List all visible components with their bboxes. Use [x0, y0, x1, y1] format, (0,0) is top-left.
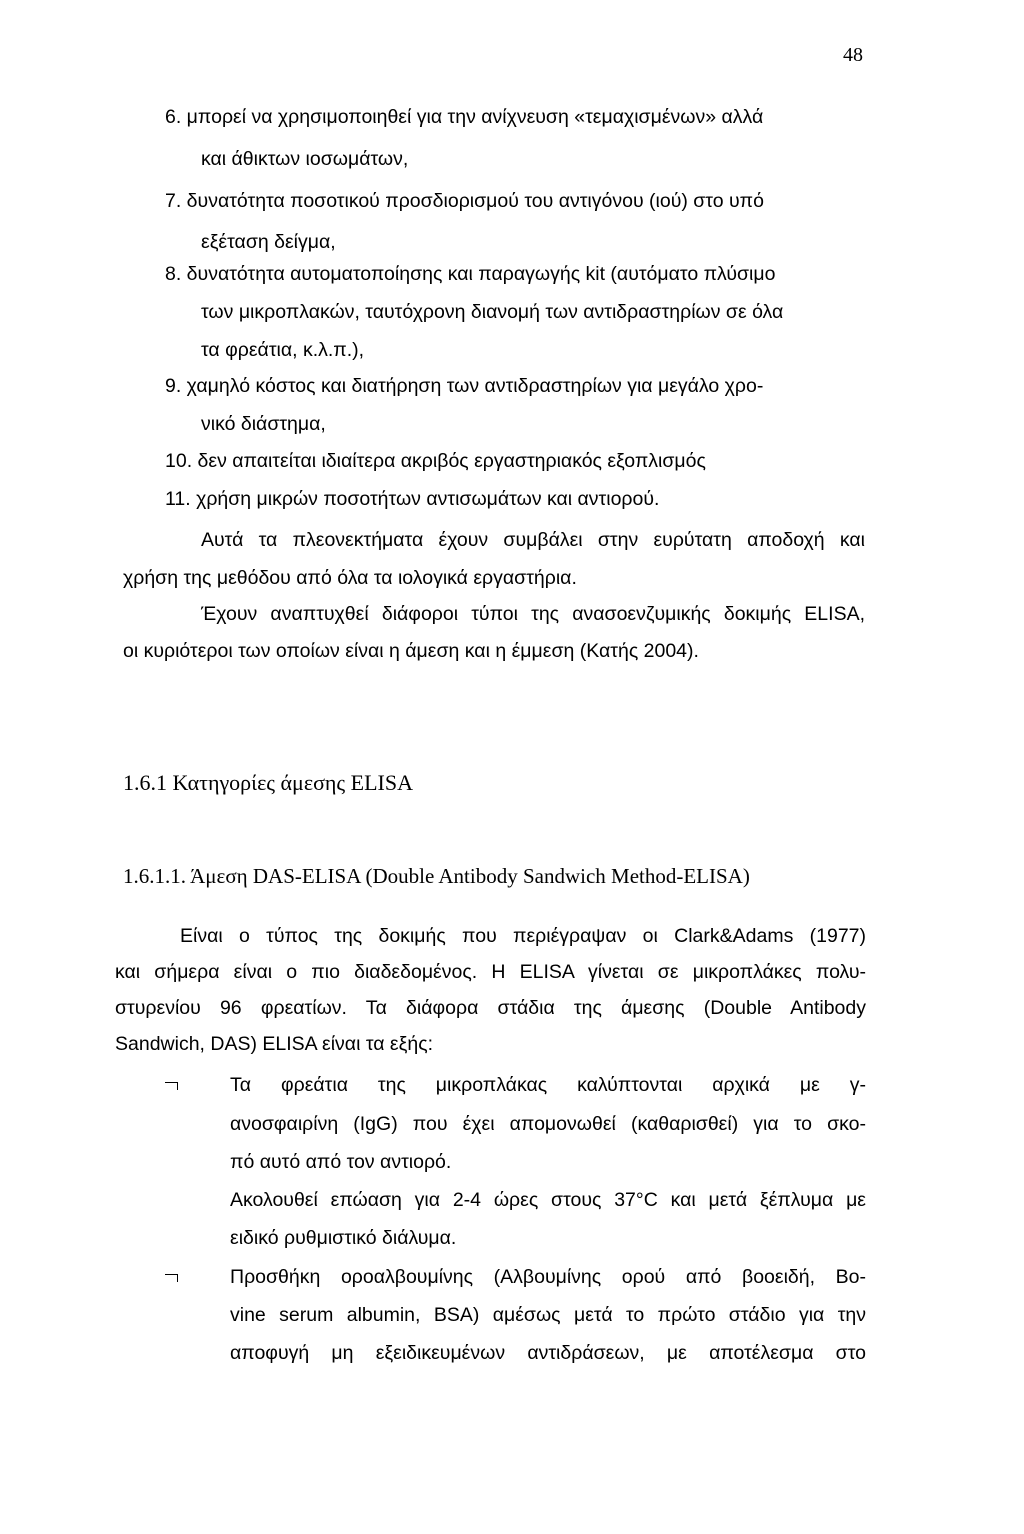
bullet2-line1: Προσθήκη οροαλβουμίνης (Αλβουμίνης ορού από βοοειδή, Bo- — [230, 1266, 866, 1288]
list-item-6-line2: και άθικτων ιοσωμάτων, — [201, 148, 409, 170]
paragraph3-line2: και σήμερα είναι ο πιο διαδεδομένος. Η ELISA γίνεται σε μικροπλάκες πολυ- — [115, 961, 866, 983]
paragraph3-line1: Είναι ο τύπος της δοκιμής που περιέγραψαν οι Clark&Adams (1977) — [180, 925, 866, 947]
list-item-8-line2: των μικροπλακών, ταυτόχρονη διανομή των αντιδραστηρίων σε όλα — [201, 301, 784, 323]
bullet1-line1: Τα φρεάτια της μικροπλάκας καλύπτονται αρχικά με γ- — [230, 1074, 866, 1096]
paragraph1-line1: Αυτά τα πλεονεκτήματα έχουν συμβάλει στην ευρύτατη αποδοχή και — [201, 529, 865, 551]
paragraph3-line3: στυρενίου 96 φρεατίων. Τα διάφορα στάδια της άμεσης (Double Antibody — [115, 997, 866, 1019]
paragraph3-line4: Sandwich, DAS) ELISA είναι τα εξής: — [115, 1033, 434, 1055]
bullet-mark-icon — [165, 1082, 178, 1090]
bullet2-line3: αποφυγή μη εξειδικευμένων αντιδράσεων, με αποτέλεσμα στο — [230, 1342, 866, 1364]
bullet1-line3: πό αυτό από τον αντιορό. — [230, 1151, 452, 1173]
list-item-6-line1: 6. μπορεί να χρησιμοποιηθεί για την ανίχνευση «τεμαχισμένων» αλλά — [165, 106, 764, 128]
list-item-7-line1: 7. δυνατότητα ποσοτικού προσδιορισμού του αντιγόνου (ιού) στο υπό — [165, 190, 764, 212]
bullet-mark-icon — [165, 1274, 178, 1282]
page-number: 48 — [843, 44, 863, 66]
bullet2-line2: vine serum albumin, BSA) αμέσως μετά το πρώτο στάδιο για την — [230, 1304, 866, 1326]
list-item-8-line3: τα φρεάτια, κ.λ.π.), — [201, 339, 365, 361]
list-item-10: 10. δεν απαιτείται ιδιαίτερα ακριβός εργαστηριακός εξοπλισμός — [165, 450, 706, 472]
paragraph2-line2: οι κυριότεροι των οποίων είναι η άμεση και η έμμεση (Κατής 2004). — [123, 640, 699, 662]
list-item-7-line2: εξέταση δείγμα, — [201, 231, 336, 253]
section-heading: 1.6.1 Κατηγορίες άμεσης ELISA — [123, 770, 413, 795]
bullet1-line2: ανοσφαιρίνη (IgG) που έχει απομονωθεί (καθαρισθεί) για το σκο- — [230, 1113, 866, 1135]
bullet1-line5: ειδικό ρυθμιστικό διάλυμα. — [230, 1227, 457, 1249]
paragraph1-line2: χρήση της μεθόδου από όλα τα ιολογικά εργαστήρια. — [123, 567, 577, 589]
bullet1-line4: Ακολουθεί επώαση για 2-4 ώρες στους 37°C και μετά ξέπλυμα με — [230, 1189, 866, 1211]
paragraph2-line1: Έχουν αναπτυχθεί διάφοροι τύποι της ανασοενζυμικής δοκιμής ELISA, — [201, 603, 865, 625]
list-item-11: 11. χρήση μικρών ποσοτήτων αντισωμάτων και αντιορού. — [165, 488, 660, 510]
list-item-9-line1: 9. χαμηλό κόστος και διατήρηση των αντιδραστηρίων για μεγάλο χρο- — [165, 375, 764, 397]
list-item-8-line1: 8. δυνατότητα αυτοματοποίησης και παραγωγής kit (αυτόματο πλύσιμο — [165, 263, 776, 285]
list-item-9-line2: νικό διάστημα, — [201, 413, 326, 435]
section-subheading: 1.6.1.1. Άμεση DAS-ELISA (Double Antibody Sandwich Method-ELISA) — [123, 864, 750, 888]
